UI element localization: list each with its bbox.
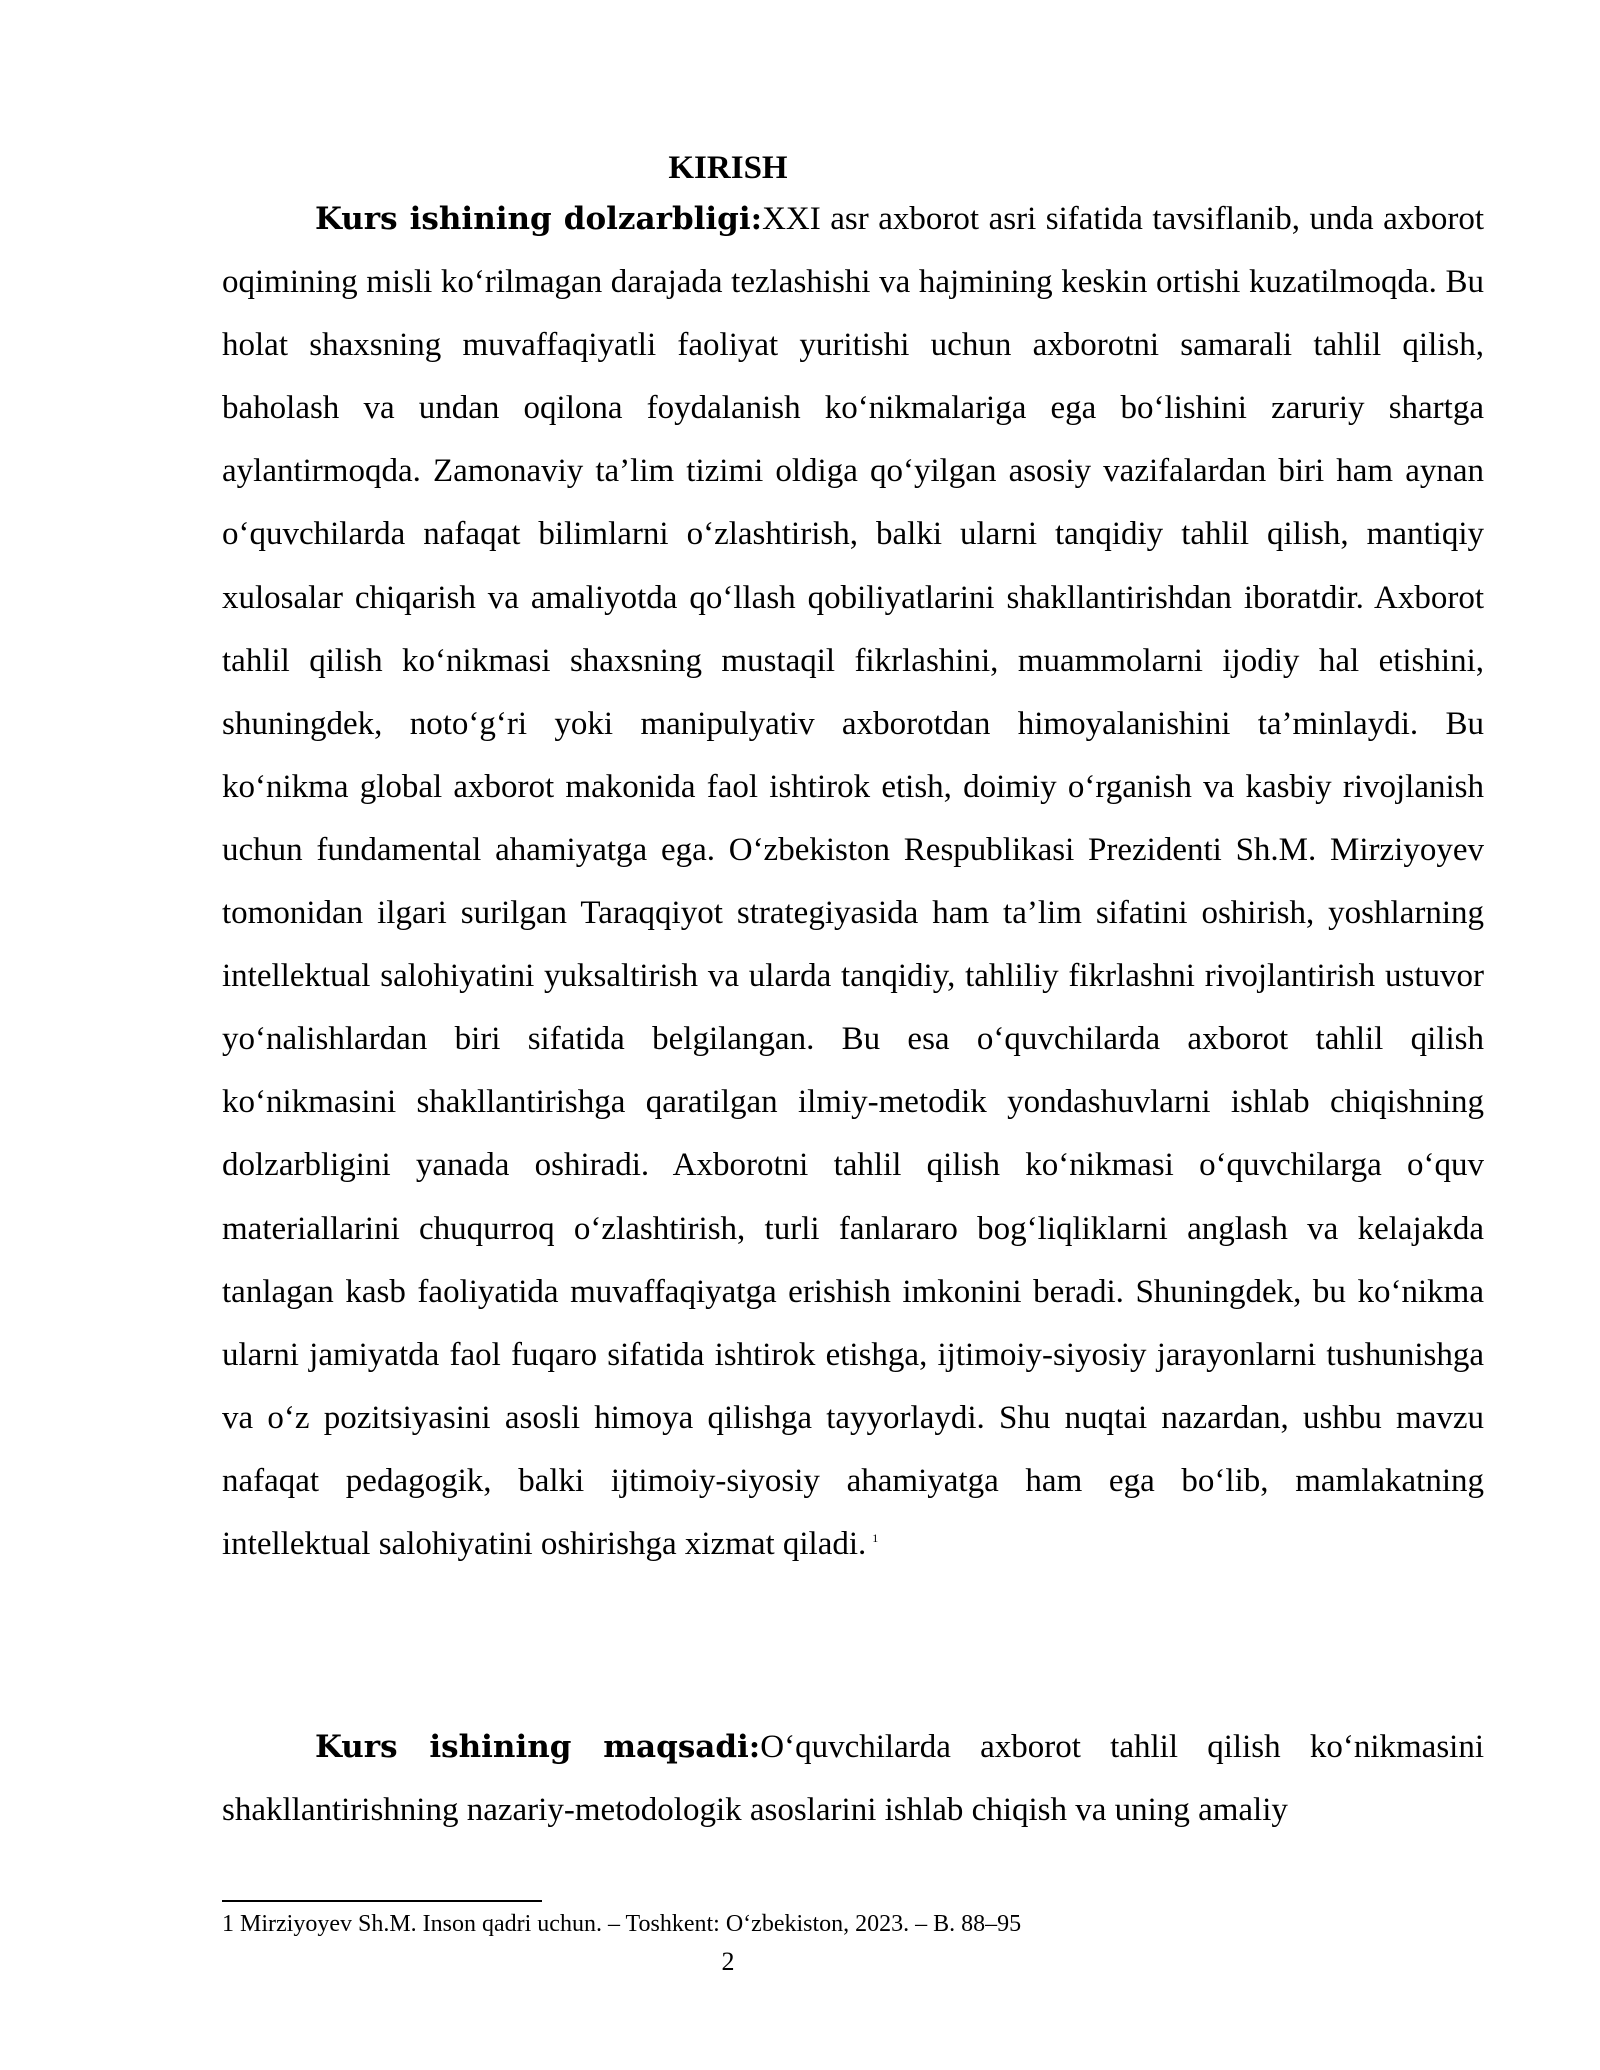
footnote: 1 Mirziyoyev Sh.M. Inson qadri uchun. – Toshkent: O‘zbekiston, 2023. – B. 88–95 (222, 1911, 1022, 1937)
paragraph-lead-relevance: Kurs ishining dolzarbligi: (315, 201, 763, 237)
page-number: 2 (721, 1947, 735, 1976)
paragraph-text-goal: O‘quvchilarda axborot tahlil qilish ko‘nikmasini shakllantirishning nazariy-metodologik asoslarini ishlab chiqish va uning amaliy (222, 1729, 1484, 1829)
paragraph-goal (222, 1716, 1484, 1842)
footnote-reference[interactable]: 1 (872, 1530, 879, 1545)
section-heading: KIRISH (668, 150, 788, 186)
footnote-separator (222, 1900, 542, 1902)
paragraph-text-relevance: XXI asr axborot asri sifatida tavsiflanib, unda axborot oqimining misli ko‘rilmagan darajada tezlashishi va hajmining keskin ortishi kuzatilmoqda. Bu holat shaxsning muvaffaqiyatli faoliyat yuritishi uchun axborotni samarali tahlil qilish, baholash va undan oqilona foydalanish ko‘nikmalariga ega bo‘lishini zaruriy shartga aylantirmoqda. Zamonaviy ta’lim tizimi oldiga qo‘yilgan asosiy vazifalardan biri ham aynan o‘quvchilarda nafaqat bilimlarni o‘zlashtirish, balki ularni tanqidiy tahlil qilish, mantiqiy xulosalar chiqarish va amaliyotda qo‘llash qobiliyatlarini shakllantirishdan iboratdir. Axborot tahlil qilish ko‘nikmasi shaxsning mustaqil fikrlashini, muammolarni ijodiy hal etishini, shuningdek, noto‘g‘ri yoki manipulyativ axborotdan himoyalanishini ta’minlaydi. Bu ko‘nikma global axborot makonida faol ishtirok etish, doimiy o‘rganish va kasbiy rivojlanish uchun fundamental ahamiyatga ega. O‘zbekiston Respublikasi Prezidenti Sh.M. Mirziyoyev tomonidan ilgari surilgan Taraqqiyot strategiyasida ham ta’lim sifatini oshirish, yoshlarning intellektual salohiyatini yuksaltirish va ularda tanqidiy, tahliliy fikrlashni rivojlantirish ustuvor yo‘nalishlardan biri sifatida belgilangan. Bu esa o‘quvchilarda axborot tahlil qilish ko‘nikmasini shakllantirishga qaratilgan ilmiy-metodik yondashuvlarni ishlab chiqishning dolzarbligini yanada oshiradi. Axborotni tahlil qilish ko‘nikmasi o‘quvchilarga o‘quv materiallarini chuqurroq o‘zlashtirish, turli fanlararo bog‘liqliklarni anglash va kelajakda tanlagan kasb faoliyatida muvaffaqiyatga erishish imkonini beradi. Shuningdek, bu ko‘nikma ularni jamiyatda faol fuqaro sifatida ishtirok etishga, ijtimoiy-siyosiy jarayonlarni tushunishga va o‘z pozitsiyasini asosli himoya qilishga tayyorlaydi. Shu nuqtai nazardan, ushbu mavzu nafaqat pedagogik, balki ijtimoiy-siyosiy ahamiyatga ham ega bo‘lib, mamlakatning intellektual salohiyatini oshirishga xizmat qiladi. (222, 201, 1484, 1562)
paragraph-lead-goal: Kurs ishining maqsadi: (315, 1729, 761, 1765)
paragraph-relevance (222, 188, 1484, 1576)
